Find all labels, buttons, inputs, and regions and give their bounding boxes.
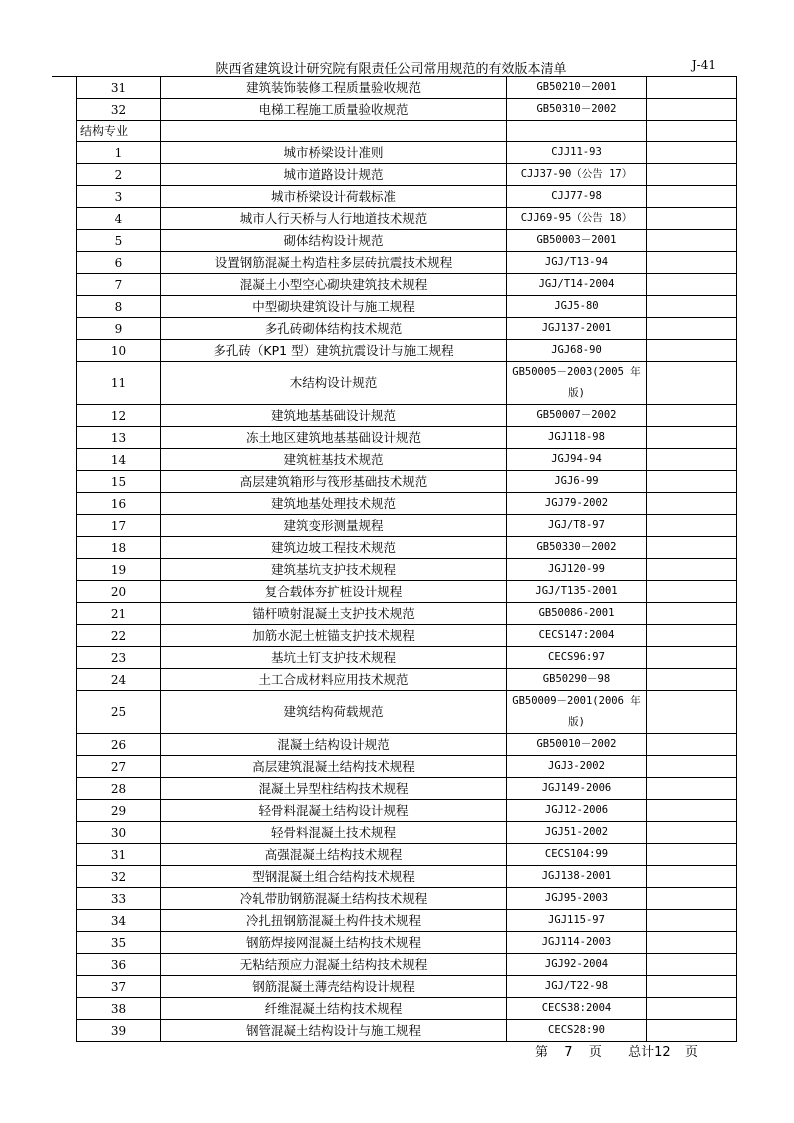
standard-code: CJJ11-93 [507, 142, 647, 164]
row-note [647, 318, 737, 340]
row-number: 2 [77, 164, 161, 186]
standard-name [161, 121, 507, 142]
standard-code: JGJ94-94 [507, 449, 647, 471]
standard-code: JGJ/T22-98 [507, 976, 647, 998]
page-prefix: 第 [535, 1045, 549, 1060]
row-note [647, 471, 737, 493]
row-note [647, 427, 737, 449]
standard-name: 建筑桩基技术规范 [161, 449, 507, 471]
row-number: 26 [77, 734, 161, 756]
table-row [77, 471, 737, 493]
row-number: 39 [77, 1020, 161, 1042]
standard-name: 建筑地基基础设计规范 [161, 405, 507, 427]
standard-code: GB50330－2002 [507, 537, 647, 559]
table-row [77, 296, 737, 318]
row-number: 35 [77, 932, 161, 954]
standard-code: JGJ115-97 [507, 910, 647, 932]
row-note [647, 581, 737, 603]
page-number: 7 [564, 1045, 573, 1060]
row-note [647, 208, 737, 230]
row-note [647, 625, 737, 647]
row-number: 28 [77, 778, 161, 800]
standard-name: 木结构设计规范 [161, 362, 507, 405]
standard-name: 冷轧带肋钢筋混凝土结构技术规程 [161, 888, 507, 910]
table-row [77, 778, 737, 800]
row-note [647, 537, 737, 559]
standard-code: CECS104:99 [507, 844, 647, 866]
row-number: 27 [77, 756, 161, 778]
row-number: 32 [77, 866, 161, 888]
row-number: 3 [77, 186, 161, 208]
standard-code: JGJ5-80 [507, 296, 647, 318]
row-number: 12 [77, 405, 161, 427]
row-number: 19 [77, 559, 161, 581]
row-number: 8 [77, 296, 161, 318]
row-note [647, 77, 737, 99]
standard-name: 轻骨料混凝土技术规程 [161, 822, 507, 844]
table-row [77, 998, 737, 1020]
row-number: 13 [77, 427, 161, 449]
row-number: 9 [77, 318, 161, 340]
standard-code: JGJ/T135-2001 [507, 581, 647, 603]
standard-name: 混凝土结构设计规范 [161, 734, 507, 756]
row-note [647, 822, 737, 844]
table-row [77, 691, 737, 734]
table-row [77, 186, 737, 208]
standard-name: 建筑装饰装修工程质量验收规范 [161, 77, 507, 99]
row-note [647, 230, 737, 252]
row-number: 10 [77, 340, 161, 362]
table-row [77, 340, 737, 362]
standard-code: JGJ/T8-97 [507, 515, 647, 537]
row-number: 17 [77, 515, 161, 537]
table-row [77, 647, 737, 669]
page-footer [535, 1041, 698, 1060]
table-row [77, 537, 737, 559]
row-note [647, 340, 737, 362]
table-row [77, 888, 737, 910]
table-row [77, 603, 737, 625]
table-row [77, 932, 737, 954]
table-row [77, 252, 737, 274]
row-number: 4 [77, 208, 161, 230]
row-note [647, 252, 737, 274]
row-note [647, 559, 737, 581]
table-row [77, 954, 737, 976]
table-row [77, 581, 737, 603]
row-note [647, 734, 737, 756]
row-note [647, 164, 737, 186]
total-prefix: 总计12 [628, 1045, 671, 1060]
standard-name: 轻骨料混凝土结构设计规程 [161, 800, 507, 822]
standard-name: 建筑变形测量规程 [161, 515, 507, 537]
row-number: 5 [77, 230, 161, 252]
table-row [77, 493, 737, 515]
standard-name: 复合载体夯扩桩设计规程 [161, 581, 507, 603]
standard-name: 建筑基坑支护技术规程 [161, 559, 507, 581]
row-note [647, 1020, 737, 1042]
row-number: 30 [77, 822, 161, 844]
standard-name: 土工合成材料应用技术规范 [161, 669, 507, 691]
table-row [77, 274, 737, 296]
standard-name: 设置钢筋混凝土构造柱多层砖抗震技术规程 [161, 252, 507, 274]
table-row [77, 559, 737, 581]
row-note [647, 647, 737, 669]
row-note [647, 888, 737, 910]
standard-name: 城市道路设计规范 [161, 164, 507, 186]
standard-code: GB50003－2001 [507, 230, 647, 252]
table-row [77, 910, 737, 932]
standard-code: JGJ79-2002 [507, 493, 647, 515]
standard-code: GB50086-2001 [507, 603, 647, 625]
page-suffix: 页 [588, 1045, 602, 1060]
row-note [647, 844, 737, 866]
section-row [77, 121, 737, 142]
standards-table-body [77, 77, 737, 1042]
table-row [77, 734, 737, 756]
row-number: 18 [77, 537, 161, 559]
row-note [647, 186, 737, 208]
standard-name: 多孔砖（KP1 型）建筑抗震设计与施工规程 [161, 340, 507, 362]
row-note [647, 121, 737, 142]
row-number: 15 [77, 471, 161, 493]
row-note [647, 669, 737, 691]
standard-name: 钢管混凝土结构设计与施工规程 [161, 1020, 507, 1042]
standard-name: 建筑结构荷载规范 [161, 691, 507, 734]
row-number: 结构专业 [77, 121, 161, 142]
standard-code: JGJ/T14-2004 [507, 274, 647, 296]
standard-code: CECS96:97 [507, 647, 647, 669]
row-number: 25 [77, 691, 161, 734]
table-row [77, 669, 737, 691]
standard-code: GB50290－98 [507, 669, 647, 691]
standard-name: 多孔砖砌体结构技术规范 [161, 318, 507, 340]
table-row [77, 405, 737, 427]
row-note [647, 142, 737, 164]
row-note [647, 910, 737, 932]
standard-name: 高层建筑混凝土结构技术规程 [161, 756, 507, 778]
standard-name: 基坑土钉支护技术规程 [161, 647, 507, 669]
row-note [647, 932, 737, 954]
row-note [647, 778, 737, 800]
standard-code: JGJ114-2003 [507, 932, 647, 954]
row-number: 24 [77, 669, 161, 691]
standard-name: 高强混凝土结构技术规程 [161, 844, 507, 866]
table-row [77, 318, 737, 340]
standard-name: 混凝土小型空心砌块建筑技术规程 [161, 274, 507, 296]
standard-code: JGJ149-2006 [507, 778, 647, 800]
standard-code: CJJ69-95（公告 18） [507, 208, 647, 230]
standard-code: JGJ68-90 [507, 340, 647, 362]
table-row [77, 164, 737, 186]
table-row [77, 427, 737, 449]
standard-code: JGJ51-2002 [507, 822, 647, 844]
standard-name: 加筋水泥土桩锚支护技术规程 [161, 625, 507, 647]
standard-name: 无粘结预应力混凝土结构技术规程 [161, 954, 507, 976]
row-note [647, 405, 737, 427]
standard-code: GB50009－2001(2006 年版) [507, 691, 647, 734]
standard-name: 冻土地区建筑地基基础设计规范 [161, 427, 507, 449]
row-number: 23 [77, 647, 161, 669]
row-number: 31 [77, 77, 161, 99]
row-number: 33 [77, 888, 161, 910]
row-note [647, 449, 737, 471]
row-number: 11 [77, 362, 161, 405]
standard-name: 钢筋混凝土薄壳结构设计规程 [161, 976, 507, 998]
standard-name: 型钢混凝土组合结构技术规程 [161, 866, 507, 888]
table-row [77, 976, 737, 998]
table-row [77, 449, 737, 471]
page-header [52, 56, 730, 77]
standard-code: CECS38:2004 [507, 998, 647, 1020]
row-number: 38 [77, 998, 161, 1020]
table-row [77, 1020, 737, 1042]
row-number: 14 [77, 449, 161, 471]
row-number: 22 [77, 625, 161, 647]
standard-code: JGJ12-2006 [507, 800, 647, 822]
row-note [647, 998, 737, 1020]
table-row [77, 756, 737, 778]
standard-code: GB50210－2001 [507, 77, 647, 99]
table-row [77, 208, 737, 230]
standard-name: 建筑地基处理技术规范 [161, 493, 507, 515]
standard-code: JGJ3-2002 [507, 756, 647, 778]
row-note [647, 362, 737, 405]
table-row [77, 99, 737, 121]
row-note [647, 756, 737, 778]
standard-code: GB50010－2002 [507, 734, 647, 756]
standard-code: GB50005－2003(2005 年版) [507, 362, 647, 405]
standard-code: JGJ92-2004 [507, 954, 647, 976]
row-note [647, 296, 737, 318]
standard-name: 冷扎扭钢筋混凝土构件技术规程 [161, 910, 507, 932]
row-number: 7 [77, 274, 161, 296]
table-row [77, 77, 737, 99]
row-note [647, 976, 737, 998]
standard-code: CJJ37-90（公告 17） [507, 164, 647, 186]
standard-name: 城市人行天桥与人行地道技术规范 [161, 208, 507, 230]
table-row [77, 515, 737, 537]
standards-table [76, 76, 737, 1042]
standard-code: JGJ6-99 [507, 471, 647, 493]
standard-name: 城市桥梁设计荷载标准 [161, 186, 507, 208]
standard-name: 钢筋焊接网混凝土结构技术规程 [161, 932, 507, 954]
document-title: 陕西省建筑设计研究院有限责任公司常用规范的有效版本清单 [215, 62, 567, 77]
total-suffix: 页 [684, 1045, 698, 1060]
row-note [647, 691, 737, 734]
standard-name: 混凝土异型柱结构技术规程 [161, 778, 507, 800]
standard-code: JGJ118-98 [507, 427, 647, 449]
standard-name: 城市桥梁设计准则 [161, 142, 507, 164]
standard-code: CECS147:2004 [507, 625, 647, 647]
standard-name: 中型砌块建筑设计与施工规程 [161, 296, 507, 318]
standard-code: JGJ120-99 [507, 559, 647, 581]
row-note [647, 99, 737, 121]
row-note [647, 515, 737, 537]
standard-code: JGJ138-2001 [507, 866, 647, 888]
standard-code: JGJ137-2001 [507, 318, 647, 340]
standard-name: 电梯工程施工质量验收规范 [161, 99, 507, 121]
row-number: 34 [77, 910, 161, 932]
row-note [647, 493, 737, 515]
standard-name: 建筑边坡工程技术规范 [161, 537, 507, 559]
table-row [77, 625, 737, 647]
row-note [647, 866, 737, 888]
row-number: 29 [77, 800, 161, 822]
row-number: 6 [77, 252, 161, 274]
row-note [647, 800, 737, 822]
standard-name: 纤维混凝土结构技术规程 [161, 998, 507, 1020]
row-number: 16 [77, 493, 161, 515]
table-row [77, 844, 737, 866]
standard-name: 高层建筑箱形与筏形基础技术规范 [161, 471, 507, 493]
row-number: 32 [77, 99, 161, 121]
table-row [77, 822, 737, 844]
row-number: 37 [77, 976, 161, 998]
standard-code: JGJ/T13-94 [507, 252, 647, 274]
standard-code: CJJ77-98 [507, 186, 647, 208]
standard-code: CECS28:90 [507, 1020, 647, 1042]
table-row [77, 362, 737, 405]
row-note [647, 603, 737, 625]
table-row [77, 800, 737, 822]
standard-code [507, 121, 647, 142]
table-row [77, 142, 737, 164]
row-number: 21 [77, 603, 161, 625]
document-code: J-41 [691, 58, 716, 72]
standard-code: GB50007－2002 [507, 405, 647, 427]
row-number: 20 [77, 581, 161, 603]
row-number: 31 [77, 844, 161, 866]
row-note [647, 274, 737, 296]
table-row [77, 866, 737, 888]
standard-code: GB50310－2002 [507, 99, 647, 121]
row-number: 1 [77, 142, 161, 164]
table-row [77, 230, 737, 252]
standard-name: 锚杆喷射混凝土支护技术规范 [161, 603, 507, 625]
standard-code: JGJ95-2003 [507, 888, 647, 910]
row-number: 36 [77, 954, 161, 976]
row-note [647, 954, 737, 976]
standard-name: 砌体结构设计规范 [161, 230, 507, 252]
